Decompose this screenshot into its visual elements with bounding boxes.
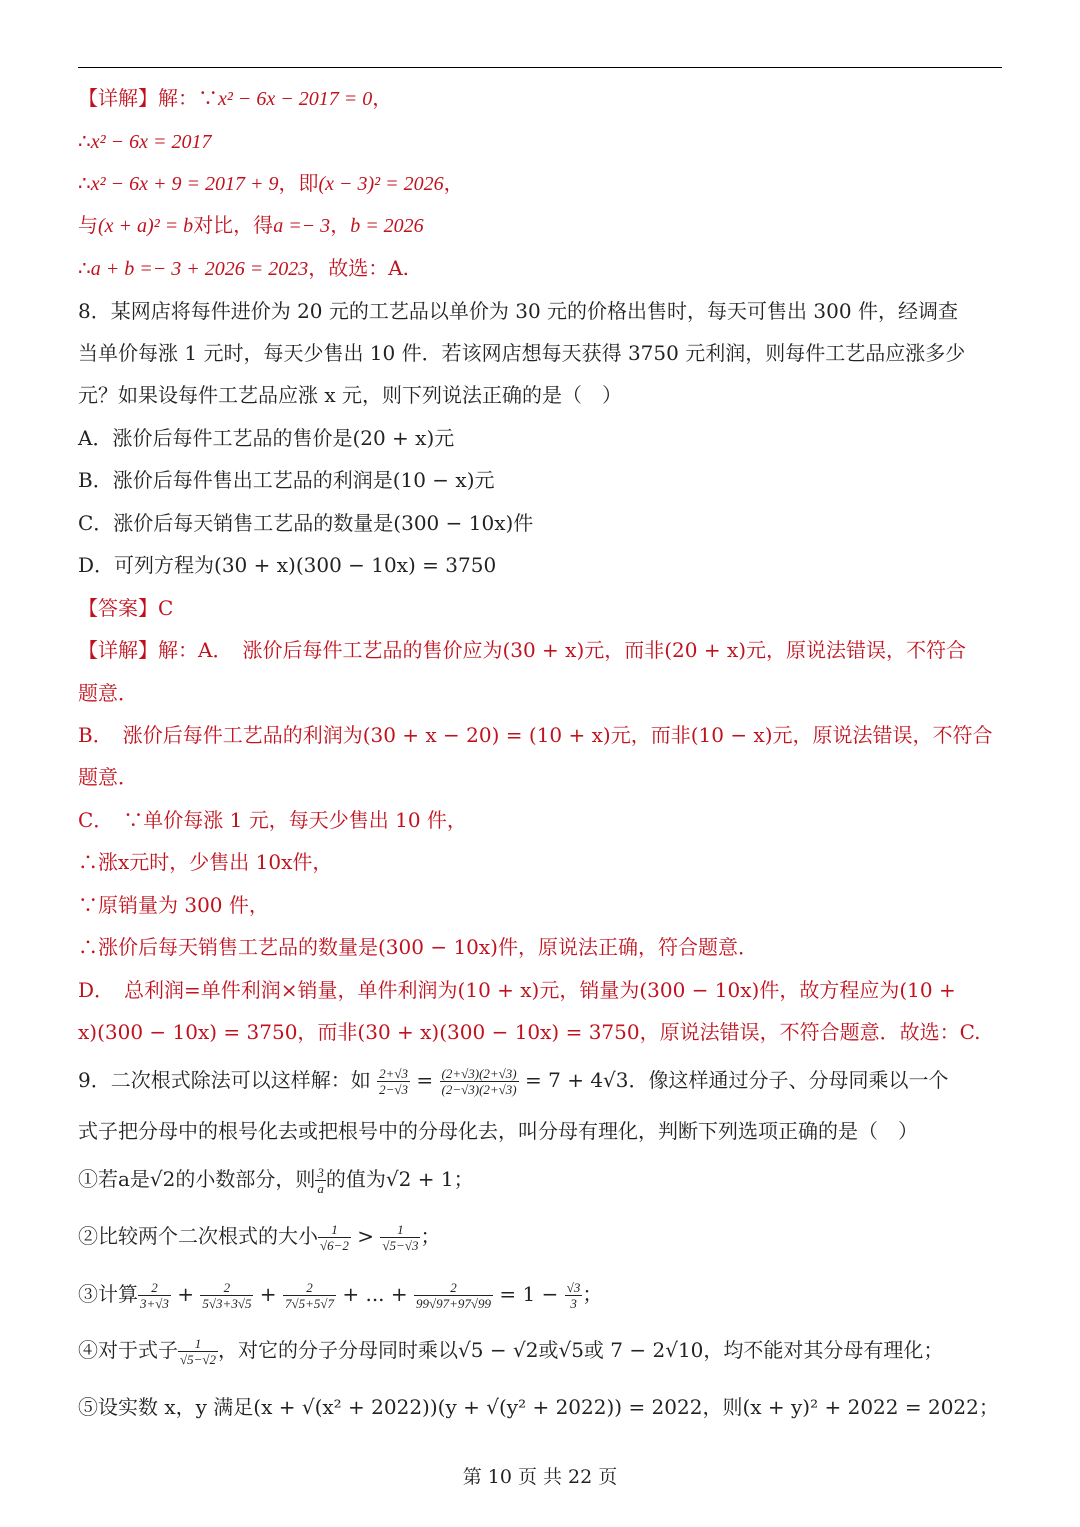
solution-line-4: 与(x + a)² = b对比，得a =− 3，b = 2026 (78, 213, 424, 237)
q8-explain-9: D． 总利润=单件利润×销量，单件利润为(10 + x)元，销量为(300 − 10x)件，故方程应为(10 + (78, 978, 956, 1002)
q8-explain-8: ∴涨价后每天销售工艺品的数量是(300 − 10x)件，原说法正确，符合题意． (78, 935, 758, 959)
fraction: $\frac{1}{√5-√2}$ (180, 1336, 217, 1367)
solution-line-5: ∴a + b =− 3 + 2026 = 2023，故选：A. (78, 256, 410, 280)
fraction: $\frac{√3}{3}$ (566, 1280, 581, 1311)
q8-option-d: D．可列方程为(30 + x)(300 − 10x) = 3750 (78, 553, 497, 577)
q9-item-3: ③计算 $\frac{2}{3+√3}$ + $\frac{2}{5√3+3√5}$ + $\frac{2}{7√5+5√7}$ + ... + $\frac{2}{99√97+97√99}$ = 1 − $\frac{√3}{3}$ ； (78, 1280, 603, 1311)
q9-stem-2: 式子把分母中的根号化去或把根号中的分母化去，叫分母有理化，判断下列选项正确的是（ ） (78, 1119, 918, 1143)
q8-stem-1: 8．某网店将每件进价为 20 元的工艺品以单价为 30 元的价格出售时，每天可售出 300 件，经调查 (78, 299, 958, 323)
q8-explain-5: C． ∵单价每涨 1 元，每天少售出 10 件， (78, 808, 467, 832)
q9-stem-1: 9．二次根式除法可以这样解：如 $\frac{2+√3}{2-√3}$ = $\frac{(2+√3)(2+√3)}{(2-√3)(2+√3)}$ = 7 + 4√3．像这样通过分子、分母同乘以一个 (78, 1066, 949, 1097)
fraction: $\frac{1}{√6-2}$ (320, 1222, 349, 1253)
fraction: $\frac{2}{7√5+5√7}$ (284, 1280, 334, 1311)
q8-option-a: A．涨价后每件工艺品的售价是(20 + x)元 (78, 426, 455, 450)
q8-explain-3: B． 涨价后每件工艺品的利润为(30 + x − 20) = (10 + x)元，而非(10 − x)元，原说法错误，不符合 (78, 723, 993, 747)
solution-line-3: ∴x² − 6x + 9 = 2017 + 9，即(x − 3)² = 2026， (78, 171, 464, 195)
page-footer: 第 10 页 共 22 页 (462, 1466, 618, 1488)
q8-explain-4: 题意． (78, 765, 138, 789)
q8-stem-3: 元？如果设每件工艺品应涨 x 元，则下列说法正确的是（ ） (78, 383, 622, 407)
fraction: $\frac{2+√3}{2-√3}$ (379, 1066, 409, 1097)
q8-explain-6: ∴涨x元时，少售出 10x件， (78, 850, 333, 874)
q9-item-2: ②比较两个二次根式的大小 $\frac{1}{√6-2}$ > $\frac{1}{√5-√3}$ ； (78, 1222, 441, 1253)
fraction: $\frac{2}{99√97+97√99}$ (416, 1280, 492, 1311)
solution-line-1: 【详解】解：∵x² − 6x − 2017 = 0， (78, 86, 393, 110)
fraction: $\frac{2}{5√3+3√5}$ (202, 1280, 252, 1311)
q9-item-4: ④对于式子 $\frac{1}{√5-√2}$ ，对它的分子分母同时乘以√5 − √2或√5或 7 − 2√10，均不能对其分母有理化； (78, 1336, 944, 1367)
q8-explain-1: 【详解】解：A． 涨价后每件工艺品的售价应为(30 + x)元，而非(20 + x)元，原说法错误，不符合 (78, 638, 967, 662)
fraction: $\frac{2}{3+√3}$ (140, 1280, 169, 1311)
q9-item-1: ①若a是√2的小数部分，则 $\frac{3}{a}$ 的值为√2 + 1； (78, 1165, 474, 1196)
fraction: $\frac{(2+√3)(2+√3)}{(2-√3)(2+√3)}$ (441, 1066, 517, 1097)
fraction: $\frac{1}{√5-√3}$ (382, 1222, 419, 1253)
q8-answer: 【答案】C (78, 596, 174, 620)
solution-line-2: ∴x² − 6x = 2017 (78, 129, 212, 153)
q8-explain-10: x)(300 − 10x) = 3750，而非(30 + x)(300 − 10x) = 3750，原说法错误，不符合题意．故选：C. (78, 1020, 981, 1044)
q8-stem-2: 当单价每涨 1 元时，每天少售出 10 件．若该网店想每天获得 3750 元利润，则每件工艺品应涨多少 (78, 341, 966, 365)
q9-item-5: ⑤设实数 x，y 满足(x + √(x² + 2022))(y + √(y² + 2022)) = 2022，则(x + y)² + 2022 = 2022； (78, 1395, 999, 1419)
q8-option-c: C．涨价后每天销售工艺品的数量是(300 − 10x)件 (78, 511, 534, 535)
q8-explain-7: ∵原销量为 300 件， (78, 893, 269, 917)
fraction: $\frac{3}{a}$ (317, 1165, 324, 1196)
q8-explain-2: 题意． (78, 681, 138, 705)
header-rule (78, 67, 1002, 68)
q8-option-b: B．涨价后每件售出工艺品的利润是(10 − x)元 (78, 468, 495, 492)
